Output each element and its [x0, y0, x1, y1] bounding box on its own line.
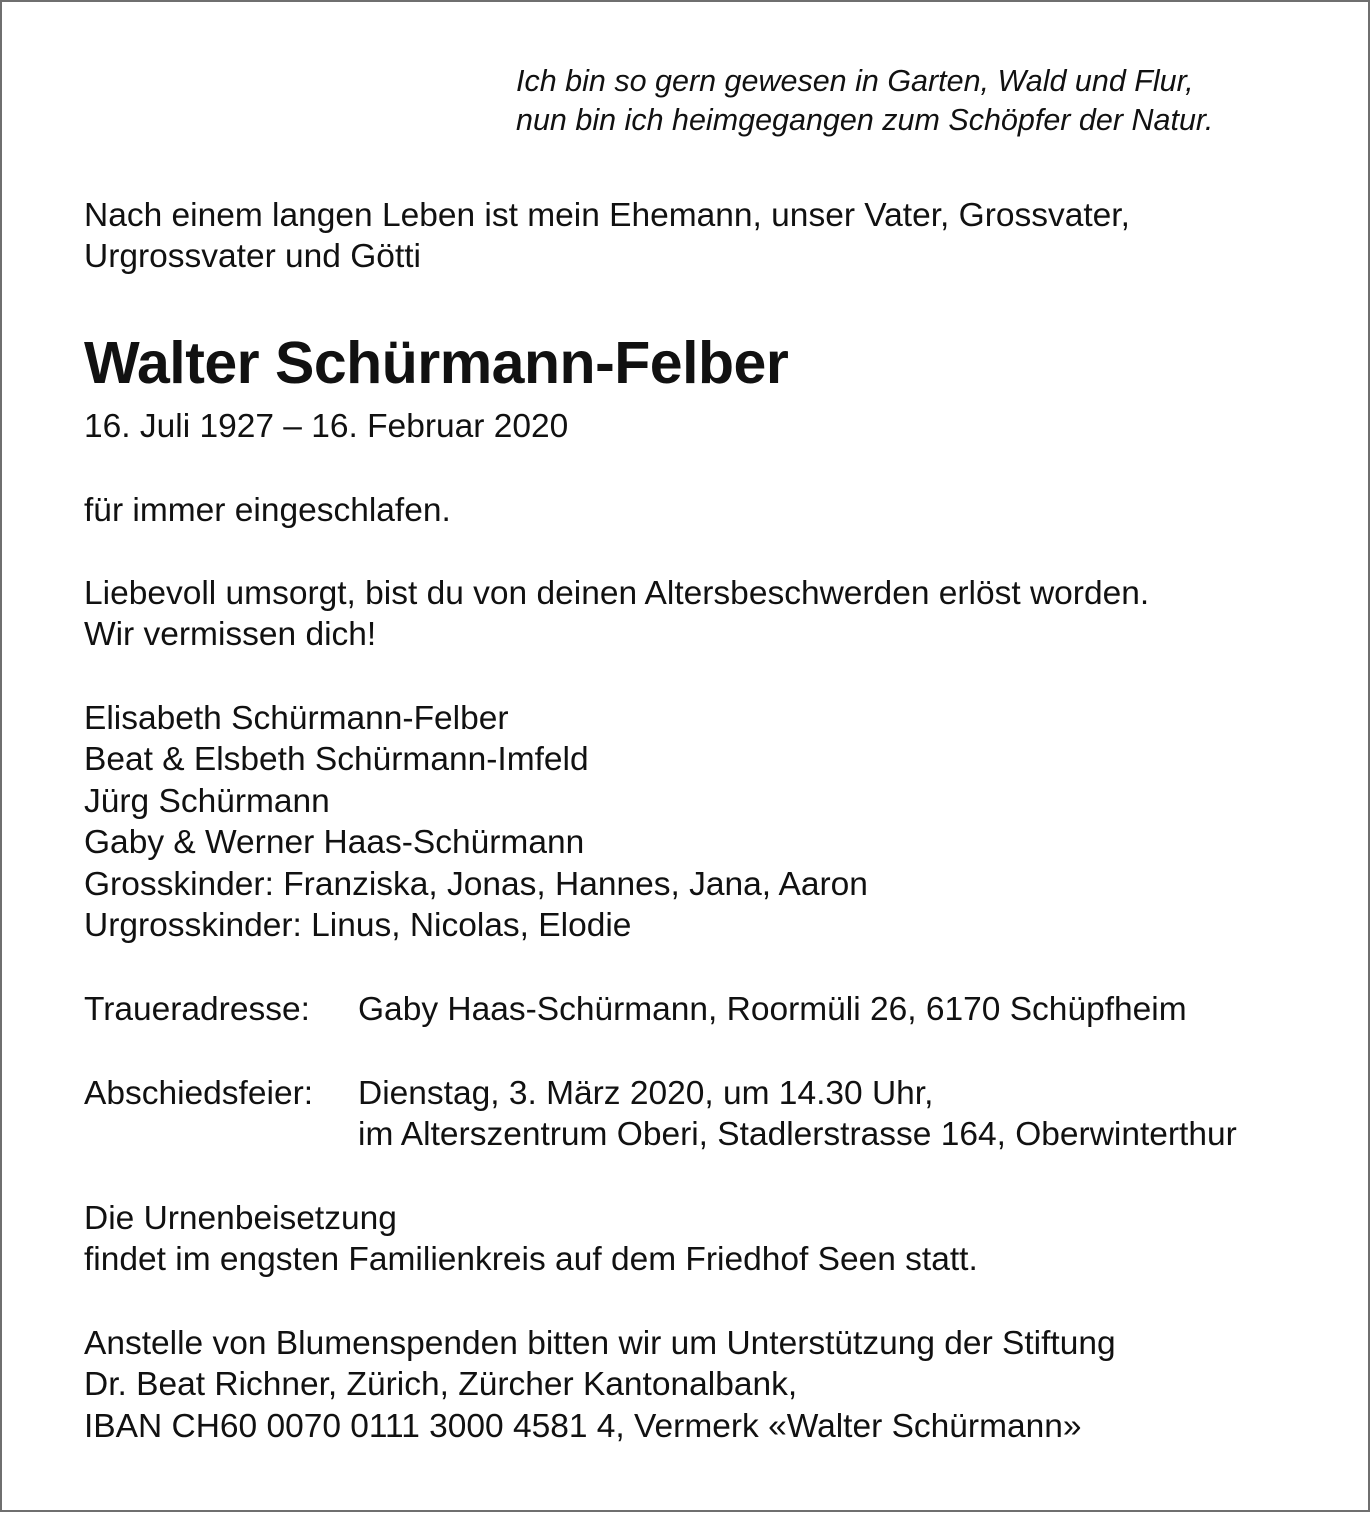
donation-line-1: Anstelle von Blumenspenden bitten wir um Unterstützung der Stiftung — [84, 1325, 1116, 1362]
mourner-1: Elisabeth Schürmann-Felber — [84, 700, 509, 737]
burial-line-1: Die Urnenbeisetzung — [84, 1200, 397, 1237]
message-line-2: Wir vermissen dich! — [84, 616, 377, 653]
farewell-line-2: im Alterszentrum Oberi, Stadlerstrasse 164, Oberwinterthur — [358, 1116, 1237, 1153]
mourner-2: Beat & Elsbeth Schürmann-Imfeld — [84, 741, 589, 778]
deceased-name: Walter Schürmann-Felber — [84, 330, 789, 396]
motto-line-1: Ich bin so gern gewesen in Garten, Wald und Flur, — [516, 64, 1194, 98]
motto-verse — [516, 62, 1213, 140]
farewell-label: Abschiedsfeier: — [84, 1075, 314, 1112]
asleep-text: für immer eingeschlafen. — [84, 492, 451, 529]
intro-line-2: Urgrossvater und Götti — [84, 238, 421, 275]
mourner-grandchildren: Grosskinder: Franziska, Jonas, Hannes, Jana, Aaron — [84, 866, 868, 903]
mourner-4: Gaby & Werner Haas-Schürmann — [84, 824, 585, 861]
intro-line-1: Nach einem langen Leben ist mein Ehemann, unser Vater, Grossvater, — [84, 197, 1130, 234]
farewell-line-1: Dienstag, 3. März 2020, um 14.30 Uhr, — [358, 1075, 934, 1112]
mourning-address-label: Traueradresse: — [84, 991, 310, 1028]
donation-line-3: IBAN CH60 0070 0111 3000 4581 4, Vermerk «Walter Schürmann» — [84, 1408, 1082, 1445]
mourning-address-value: Gaby Haas-Schürmann, Roormüli 26, 6170 Schüpfheim — [358, 991, 1187, 1028]
donation-line-2: Dr. Beat Richner, Zürich, Zürcher Kantonalbank, — [84, 1366, 798, 1403]
message-line-1: Liebevoll umsorgt, bist du von deinen Altersbeschwerden erlöst worden. — [84, 575, 1150, 612]
motto-line-2: nun bin ich heimgegangen zum Schöpfer der Natur. — [516, 103, 1214, 137]
mourner-great-grandchildren: Urgrosskinder: Linus, Nicolas, Elodie — [84, 907, 632, 944]
mourner-3: Jürg Schürmann — [84, 783, 330, 820]
burial-line-2: findet im engsten Familienkreis auf dem Friedhof Seen statt. — [84, 1241, 978, 1278]
life-dates: 16. Juli 1927 – 16. Februar 2020 — [84, 408, 569, 445]
